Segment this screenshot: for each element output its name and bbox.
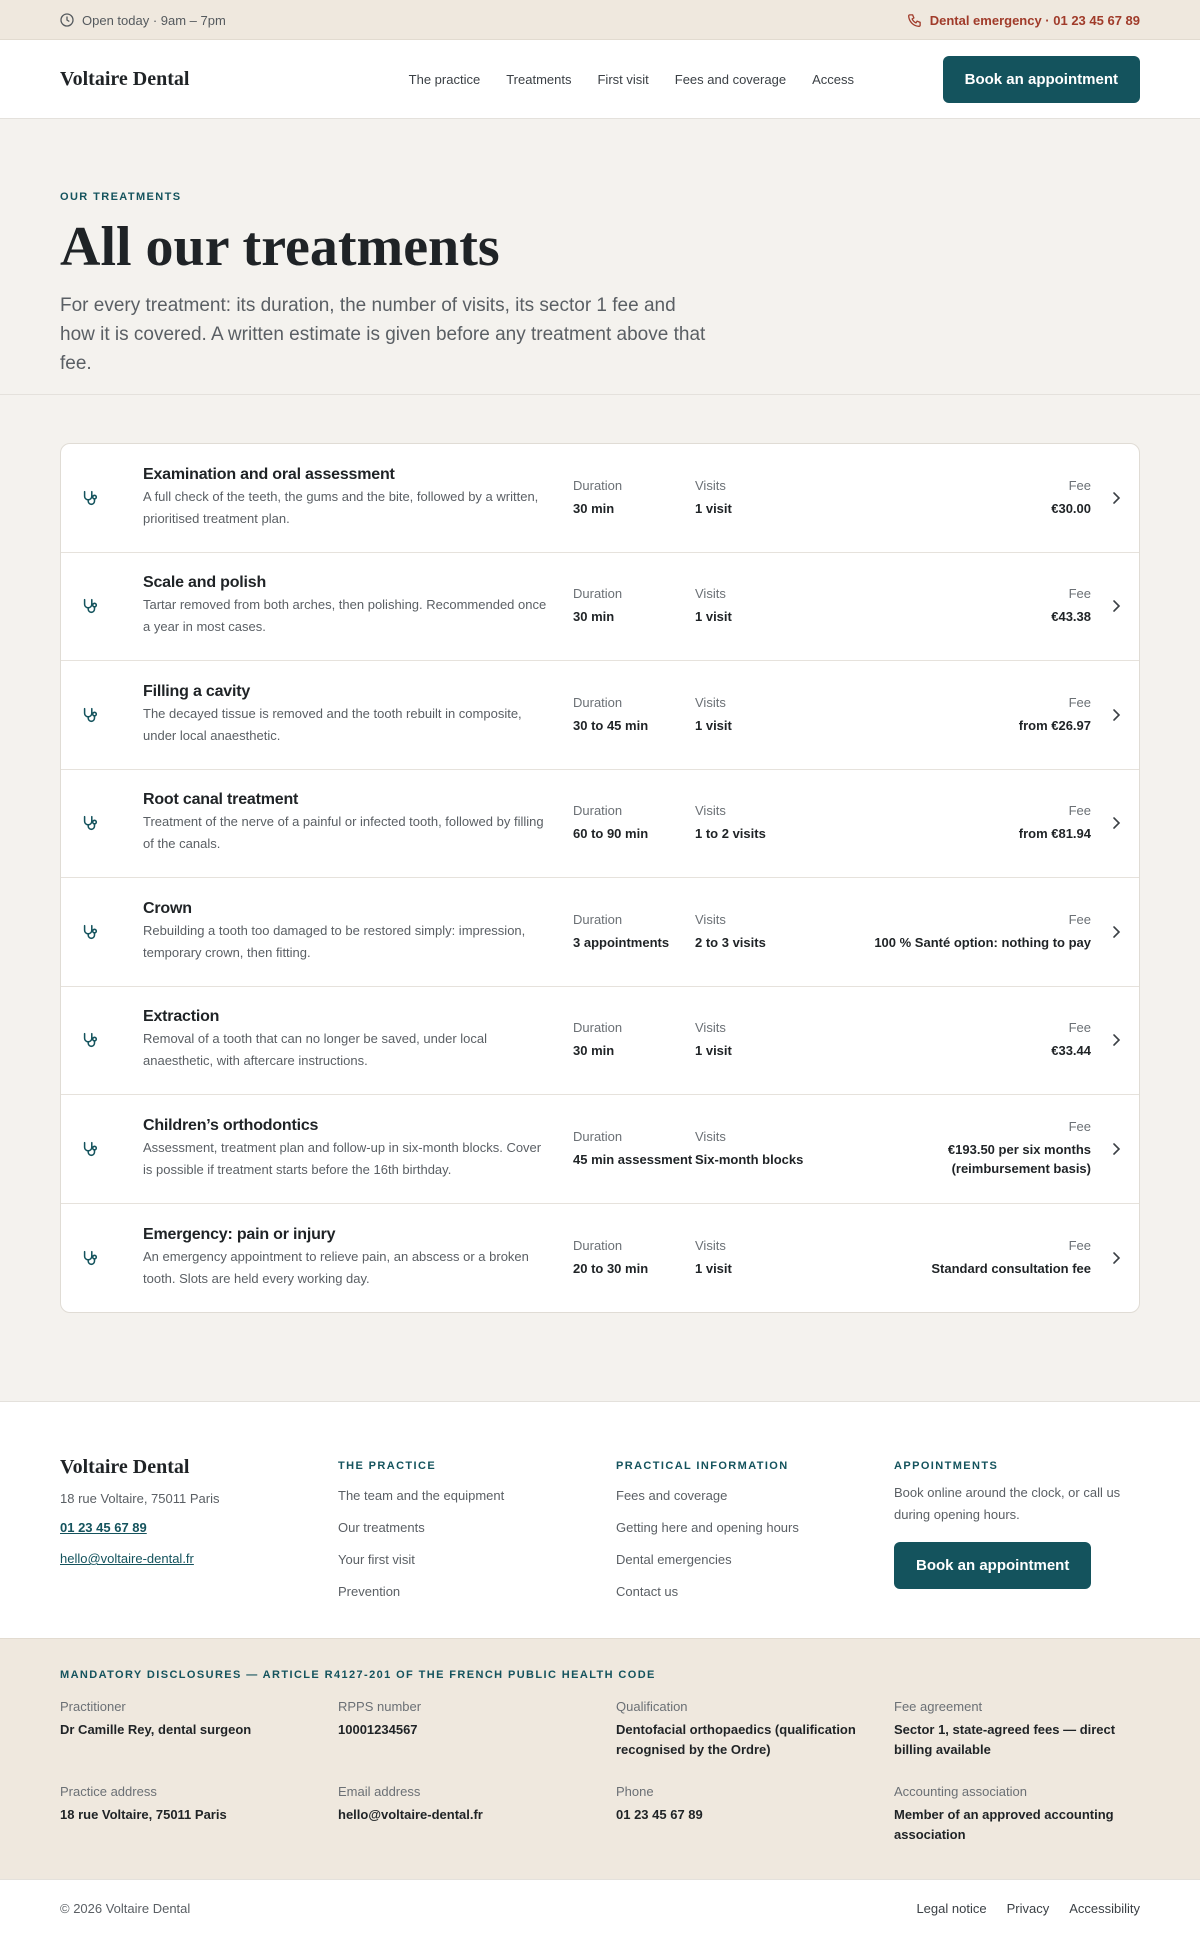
emergency-phone-text: Dental emergency · 01 23 45 67 89 — [929, 12, 1140, 28]
duration-value: 30 min — [573, 500, 615, 516]
fee-value: 100 % Santé option: nothing to pay — [874, 934, 1091, 950]
privacy-link[interactable]: Privacy — [1006, 1900, 1050, 1916]
treatment-description: A full check of the teeth, the gums and the bite, followed by a written, prioritised treatment plan. — [143, 488, 539, 526]
footer-contact — [60, 1456, 338, 1608]
stethoscope-icon — [81, 1140, 123, 1158]
treatment-description: Removal of a tooth that can no longer be saved, under local anaesthetic, with aftercare instructions. — [143, 1031, 487, 1069]
duration-label: Duration — [573, 1020, 623, 1036]
treatment-visits — [695, 1129, 865, 1169]
treatment-title: Emergency: pain or injury — [143, 1225, 336, 1243]
chevron-right-icon — [1091, 1033, 1121, 1047]
treatment-main — [123, 466, 573, 530]
disclosure-item — [894, 1784, 1140, 1845]
treatment-fee — [865, 1238, 1091, 1278]
disclosure-label: RPPS number — [338, 1699, 422, 1714]
footer-brand: Voltaire Dental — [60, 1456, 190, 1478]
treatment-description: Assessment, treatment plan and follow-up in six-month blocks. Cover is possible if treatment starts before the 16th birthday. — [143, 1139, 542, 1177]
disclosure-value: Sector 1, state-agreed fees — direct billing available — [894, 1722, 1116, 1757]
treatment-duration — [573, 478, 695, 518]
duration-label: Duration — [573, 1128, 623, 1144]
treatment-main — [123, 683, 573, 747]
treatment-visits — [695, 478, 865, 518]
stethoscope-icon — [81, 814, 123, 832]
treatment-fee — [865, 695, 1091, 735]
treatment-description: Rebuilding a tooth too damaged to be restored simply: impression, temporary crown, then fitting. — [143, 922, 526, 960]
legal-notice-link[interactable]: Legal notice — [916, 1900, 987, 1916]
opening-hours — [60, 13, 226, 28]
visits-value: 1 visit — [695, 1260, 732, 1276]
nav-the-practice[interactable]: The practice — [408, 71, 481, 87]
fee-label: Fee — [1068, 803, 1091, 819]
disclosure-item — [894, 1699, 1140, 1760]
nav-treatments[interactable]: Treatments — [506, 71, 572, 87]
emergency-phone-link[interactable] — [907, 13, 1140, 28]
treatment-main — [123, 574, 573, 638]
visits-value: 1 to 2 visits — [695, 826, 766, 842]
stethoscope-icon — [81, 1249, 123, 1267]
footer-address: 18 rue Voltaire, 75011 Paris — [60, 1491, 220, 1506]
chevron-right-icon — [1091, 925, 1121, 939]
footer-info-column — [616, 1456, 894, 1608]
copyright: © 2026 Voltaire Dental — [60, 1900, 191, 1916]
treatment-main — [123, 1008, 573, 1072]
treatment-title: Root canal treatment — [143, 791, 299, 809]
treatment-description: An emergency appointment to relieve pain, an abscess or a broken tooth. Slots are held every working day. — [143, 1248, 529, 1286]
footer-book-appointment-button[interactable]: Book an appointment — [894, 1542, 1091, 1589]
disclosure-label: Qualification — [616, 1699, 688, 1714]
duration-label: Duration — [573, 911, 623, 927]
fee-value: €193.50 per six months (reimbursement basis) — [947, 1142, 1091, 1177]
top-bar — [0, 0, 1200, 40]
hero-section — [0, 119, 1200, 395]
disclosure-label: Phone — [616, 1784, 654, 1799]
treatment-fee — [865, 912, 1091, 952]
fee-label: Fee — [1068, 1119, 1091, 1135]
visits-label: Visits — [695, 586, 726, 602]
treatment-description: Treatment of the nerve of a painful or infected tooth, followed by filling of the canals. — [143, 814, 544, 852]
duration-label: Duration — [573, 803, 623, 819]
fee-value: €43.38 — [1051, 609, 1091, 625]
disclosure-value: 01 23 45 67 89 — [616, 1807, 703, 1822]
clock-icon — [60, 13, 74, 27]
treatment-main — [123, 791, 573, 855]
disclosure-value: 10001234567 — [338, 1722, 418, 1737]
treatment-duration — [573, 912, 695, 952]
treatment-visits — [695, 1020, 865, 1060]
duration-value: 20 to 30 min — [573, 1260, 649, 1276]
legal-links — [916, 1901, 1140, 1916]
treatment-title: Children’s orthodontics — [143, 1116, 319, 1134]
duration-value: 30 to 45 min — [573, 717, 649, 733]
chevron-right-icon — [1091, 1142, 1121, 1156]
visits-value: 1 visit — [695, 1043, 732, 1059]
disclosures-heading: MANDATORY DISCLOSURES — ARTICLE R4127-201 OF THE FRENCH PUBLIC HEALTH CODE — [60, 1669, 656, 1681]
treatment-title: Extraction — [143, 1008, 220, 1026]
treatment-title: Crown — [143, 899, 192, 917]
treatment-row[interactable] — [61, 770, 1139, 879]
treatment-visits — [695, 586, 865, 626]
treatments-section — [0, 395, 1200, 1401]
footer-appointments-heading: APPOINTMENTS — [894, 1460, 999, 1472]
visits-value: 1 visit — [695, 500, 732, 516]
treatment-fee — [865, 1020, 1091, 1060]
site-footer — [0, 1401, 1200, 1638]
treatment-title: Filling a cavity — [143, 682, 251, 700]
nav-fees-and-coverage[interactable]: Fees and coverage — [674, 71, 787, 87]
stethoscope-icon — [81, 597, 123, 615]
treatment-row[interactable] — [61, 553, 1139, 662]
treatment-row[interactable] — [61, 987, 1139, 1096]
fee-label: Fee — [1068, 1237, 1091, 1253]
footer-link-first-visit[interactable]: Your first visit — [338, 1552, 415, 1567]
visits-label: Visits — [695, 1237, 726, 1253]
duration-label: Duration — [573, 1237, 623, 1253]
brand-logo[interactable]: Voltaire Dental — [60, 67, 190, 90]
visits-label: Visits — [695, 911, 726, 927]
duration-label: Duration — [573, 586, 623, 602]
disclosure-label: Practice address — [60, 1784, 157, 1799]
main-nav — [409, 72, 854, 87]
visits-value: 1 visit — [695, 717, 732, 733]
disclosure-label: Practitioner — [60, 1699, 126, 1714]
nav-access[interactable]: Access — [812, 71, 854, 87]
chevron-right-icon — [1091, 1251, 1121, 1265]
treatment-visits — [695, 912, 865, 952]
fee-label: Fee — [1068, 477, 1091, 493]
footer-link-team[interactable]: The team and the equipment — [338, 1488, 505, 1503]
treatment-fee — [865, 803, 1091, 843]
disclosure-value: hello@voltaire-dental.fr — [338, 1807, 483, 1822]
footer-practice-heading: THE PRACTICE — [338, 1460, 437, 1472]
visits-value: Six-month blocks — [695, 1151, 804, 1167]
disclosure-label: Fee agreement — [894, 1699, 983, 1714]
treatment-duration — [573, 586, 695, 626]
disclosure-label: Accounting association — [894, 1784, 1027, 1799]
treatment-row[interactable] — [61, 1204, 1139, 1313]
fee-value: Standard consultation fee — [931, 1260, 1091, 1276]
footer-link-fees[interactable]: Fees and coverage — [616, 1488, 728, 1503]
disclosure-item — [60, 1784, 338, 1845]
visits-value: 2 to 3 visits — [695, 934, 766, 950]
page-intro: For every treatment: its duration, the number of visits, its sector 1 fee and how it is covered. A written estimate is given before any treatment above that fee. — [60, 294, 706, 374]
fee-value: €30.00 — [1051, 500, 1091, 516]
treatment-fee — [865, 1119, 1091, 1178]
duration-label: Duration — [573, 477, 623, 493]
disclosure-value: Member of an approved accounting association — [894, 1807, 1114, 1842]
chevron-right-icon — [1091, 599, 1121, 613]
treatment-duration — [573, 1238, 695, 1278]
visits-value: 1 visit — [695, 609, 732, 625]
treatment-row[interactable] — [61, 661, 1139, 770]
duration-value: 3 appointments — [573, 934, 670, 950]
fee-label: Fee — [1068, 586, 1091, 602]
visits-label: Visits — [695, 694, 726, 710]
disclosure-item — [338, 1699, 616, 1760]
treatment-fee — [865, 586, 1091, 626]
footer-link-contact[interactable]: Contact us — [616, 1584, 679, 1599]
stethoscope-icon — [81, 923, 123, 941]
treatment-row[interactable] — [61, 1095, 1139, 1204]
opening-hours-text: Open today · 9am – 7pm — [82, 12, 226, 28]
disclosure-item — [616, 1784, 894, 1845]
footer-link-treatments[interactable]: Our treatments — [338, 1520, 425, 1535]
duration-value: 30 min — [573, 609, 615, 625]
disclosures-grid — [60, 1699, 1140, 1845]
book-appointment-button[interactable]: Book an appointment — [943, 56, 1140, 103]
chevron-right-icon — [1091, 708, 1121, 722]
bottom-bar — [0, 1879, 1200, 1936]
treatment-description: The decayed tissue is removed and the tooth rebuilt in composite, under local anaesthetic. — [143, 705, 522, 743]
duration-value: 30 min — [573, 1043, 615, 1059]
duration-label: Duration — [573, 694, 623, 710]
footer-info-heading: PRACTICAL INFORMATION — [616, 1460, 789, 1472]
treatment-row[interactable] — [61, 444, 1139, 553]
footer-practice-column — [338, 1456, 616, 1608]
visits-label: Visits — [695, 803, 726, 819]
disclosure-item — [60, 1699, 338, 1760]
fee-label: Fee — [1068, 911, 1091, 927]
site-header — [0, 40, 1200, 119]
treatment-duration — [573, 1020, 695, 1060]
chevron-right-icon — [1091, 491, 1121, 505]
footer-link-prevention[interactable]: Prevention — [338, 1584, 401, 1599]
treatment-duration — [573, 803, 695, 843]
disclosure-label: Email address — [338, 1784, 421, 1799]
footer-link-emergencies[interactable]: Dental emergencies — [616, 1552, 732, 1567]
phone-icon — [907, 13, 922, 28]
treatment-title: Scale and polish — [143, 574, 267, 592]
accessibility-link[interactable]: Accessibility — [1069, 1900, 1140, 1916]
fee-value: from €81.94 — [1018, 826, 1091, 842]
footer-phone-link[interactable]: 01 23 45 67 89 — [60, 1520, 147, 1535]
treatment-main — [123, 1226, 573, 1290]
disclosure-item — [338, 1784, 616, 1845]
fee-label: Fee — [1068, 694, 1091, 710]
stethoscope-icon — [81, 706, 123, 724]
disclosure-item — [616, 1699, 894, 1760]
footer-email-link[interactable]: hello@voltaire-dental.fr — [60, 1551, 194, 1566]
footer-link-getting-here[interactable]: Getting here and opening hours — [616, 1520, 799, 1535]
treatment-duration — [573, 695, 695, 735]
treatment-visits — [695, 1238, 865, 1278]
treatment-main — [123, 900, 573, 964]
stethoscope-icon — [81, 1031, 123, 1049]
duration-value: 45 min assessment — [573, 1151, 693, 1167]
treatment-fee — [865, 478, 1091, 518]
mandatory-disclosures — [0, 1638, 1200, 1879]
treatment-title: Examination and oral assessment — [143, 465, 395, 483]
treatment-description: Tartar removed from both arches, then polishing. Recommended once a year in most cases. — [143, 597, 547, 635]
visits-label: Visits — [695, 477, 726, 493]
stethoscope-icon — [81, 489, 123, 507]
disclosure-value: Dr Camille Rey, dental surgeon — [60, 1722, 252, 1737]
treatment-row[interactable] — [61, 878, 1139, 987]
chevron-right-icon — [1091, 816, 1121, 830]
disclosure-value: Dentofacial orthopaedics (qualification recognised by the Ordre) — [616, 1722, 856, 1757]
nav-first-visit[interactable]: First visit — [597, 71, 649, 87]
duration-value: 60 to 90 min — [573, 826, 649, 842]
fee-label: Fee — [1068, 1020, 1091, 1036]
treatment-duration — [573, 1129, 695, 1169]
treatments-list — [60, 443, 1140, 1313]
fee-value: €33.44 — [1051, 1043, 1091, 1059]
footer-appointments-column — [894, 1456, 1140, 1608]
fee-value: from €26.97 — [1018, 717, 1091, 733]
visits-label: Visits — [695, 1020, 726, 1036]
page-title: All our treatments — [60, 216, 500, 278]
treatment-visits — [695, 803, 865, 843]
disclosure-value: 18 rue Voltaire, 75011 Paris — [60, 1807, 227, 1822]
treatment-visits — [695, 695, 865, 735]
visits-label: Visits — [695, 1128, 726, 1144]
treatment-main — [123, 1117, 573, 1181]
footer-appointments-note: Book online around the clock, or call us during opening hours. — [894, 1485, 1121, 1522]
section-eyebrow: OUR TREATMENTS — [60, 191, 182, 203]
